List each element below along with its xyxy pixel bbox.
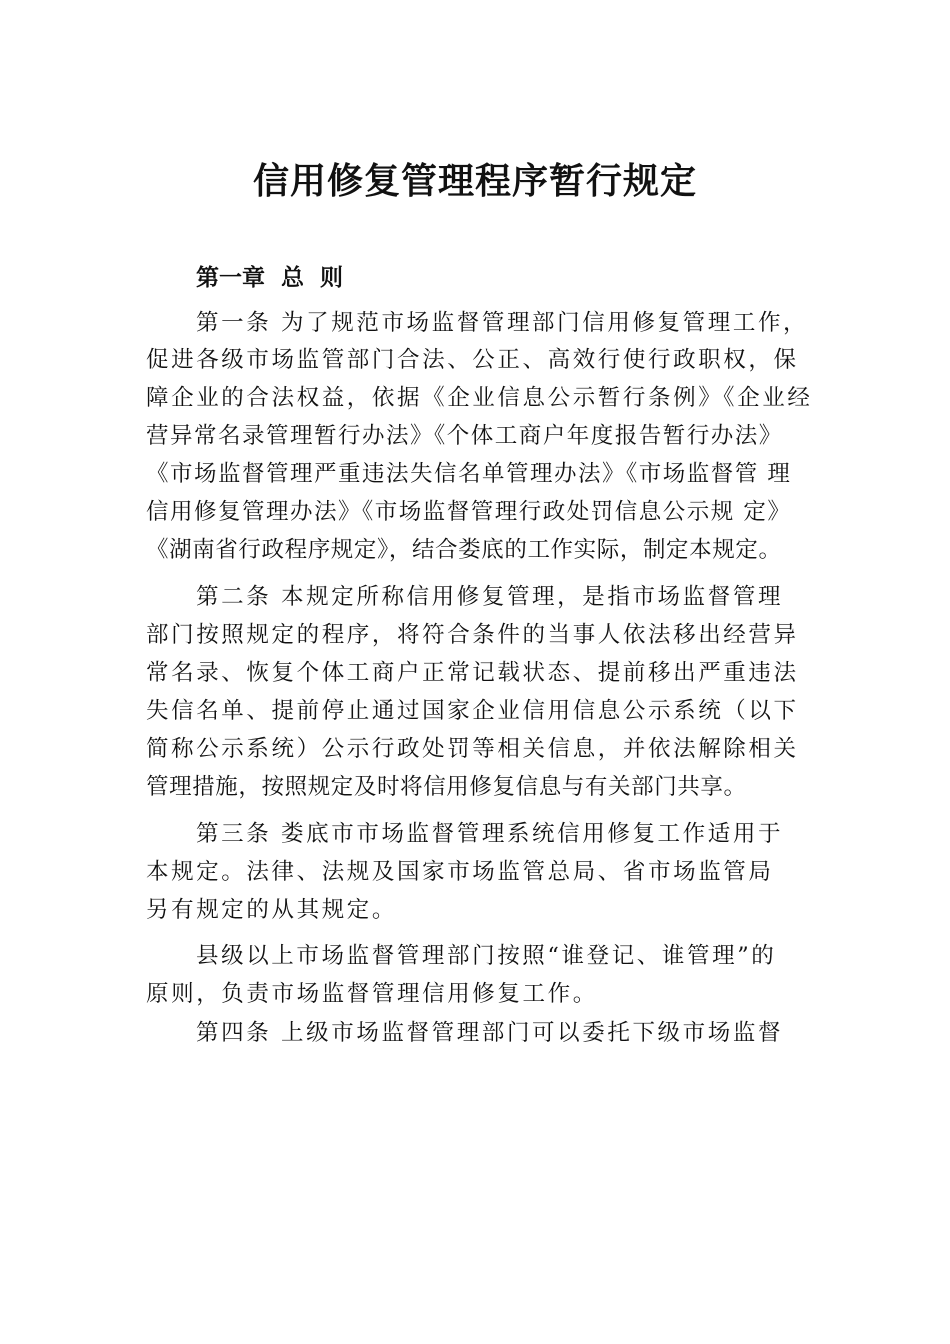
text-line: 营异常名录管理暂行办法》《个体工商户年度报告暂行办法》: [146, 423, 783, 449]
text-line: 管理措施，按照规定及时将信用修复信息与有关部门共享。: [146, 774, 747, 800]
text-line: 简称公示系统）公示行政处罚等相关信息，并依法解除相关: [146, 736, 799, 762]
text-line: 本规定。法律、法规及国家市场监管总局、省市场监管局: [146, 859, 774, 885]
text-line: 原则，负责市场监督管理信用修复工作。: [146, 981, 598, 1007]
text-line: 常名录、恢复个体工商户正常记载状态、提前移出严重违法: [146, 660, 799, 686]
text-line: 失信名单、提前停止通过国家企业信用信息公示系统（以下: [146, 698, 799, 724]
text-line: 信用修复管理办法》《市场监督管理行政处罚信息公示规 定》: [146, 499, 792, 525]
text-line: 障企业的合法权益，依据《企业信息公示暂行条例》《企业经: [146, 385, 813, 411]
text-line: 第三条 娄底市市场监督管理系统信用修复工作适用于: [196, 821, 784, 847]
text-line: 第一条 为了规范市场监督管理部门信用修复管理工作，: [196, 310, 809, 336]
text-line: 第二条 本规定所称信用修复管理，是指市场监督管理: [196, 584, 784, 610]
text-line: 部门按照规定的程序，将符合条件的当事人依法移出经营异: [146, 622, 799, 648]
chapter-heading: 第一章 总 则: [196, 265, 344, 291]
text-line: 另有规定的从其规定。: [146, 897, 398, 923]
text-line: 促进各级市场监管部门合法、公正、高效行使行政职权，保: [146, 347, 799, 373]
text-line: 《湖南省行政程序规定》，结合娄底的工作实际，制定本规定。: [146, 537, 782, 563]
document-title: 信用修复管理程序暂行规定: [252, 161, 697, 202]
text-line: 县级以上市场监督管理部门按照“谁登记、谁管理”的: [196, 943, 777, 969]
text-line: 《市场监督管理严重违法失信名单管理办法》《市场监督管 理: [146, 461, 792, 487]
text-line: 第四条 上级市场监督管理部门可以委托下级市场监督: [196, 1020, 784, 1046]
